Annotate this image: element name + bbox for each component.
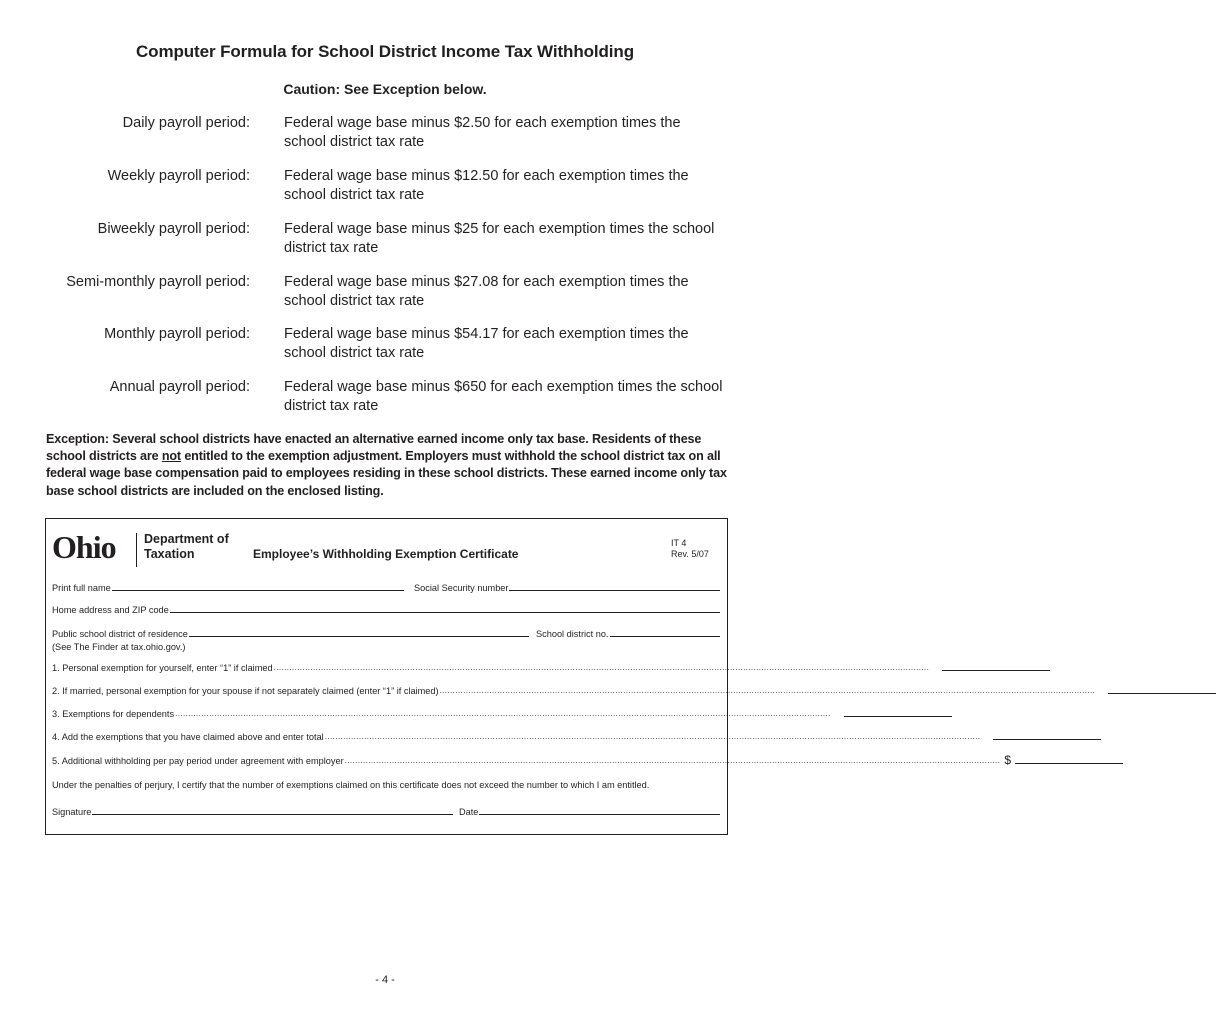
period-label: Semi-monthly payroll period: (66, 274, 250, 290)
finder-note: (See The Finder at tax.ohio.gov.) (52, 642, 186, 652)
item-label: 4. Add the exemptions that you have claimed above and enter total (52, 732, 324, 742)
leader-dots: .......................................................................................................................................................................................................................................................... (439, 686, 1096, 695)
school-district-no-label: School district no. (536, 629, 609, 639)
exemption-item-4 (52, 732, 981, 742)
signature-label: Signature (52, 807, 92, 817)
item-answer-line[interactable] (942, 670, 1050, 671)
it4-form (45, 518, 1096, 835)
caution-note: Caution: See Exception below. (283, 81, 487, 97)
period-formula: Federal wage base minus $27.08 for each exemption times the school district tax rate (284, 274, 689, 309)
ssn-field[interactable] (414, 583, 720, 593)
form-revision: Rev. 5/07 (671, 549, 709, 559)
department-line-1: Department of (144, 532, 229, 546)
school-district-no-field[interactable] (536, 629, 720, 639)
period-formula: Federal wage base minus $2.50 for each exemption times the school district tax rate (284, 115, 681, 150)
exception-text-end: entitled to the exemption adjustment. Employers must withhold the school district tax on all federal wage base compensation paid to employees residing in these school districts. These earned income only tax base school districts are included on the enclosed listing. (46, 449, 727, 498)
form-title: Employee’s Withholding Exemption Certificate (253, 547, 519, 561)
period-label: Weekly payroll period: (107, 168, 250, 184)
ssn-label: Social Security number (414, 583, 509, 593)
form-identifier (671, 538, 715, 560)
home-address-field[interactable] (52, 605, 720, 615)
page-title: Computer Formula for School District Income Tax Withholding (136, 42, 634, 61)
school-district-no-line[interactable] (610, 636, 720, 637)
item-label: 5. Additional withholding per pay period under agreement with employer (52, 756, 344, 766)
item-label: 1. Personal exemption for yourself, enter “1” if claimed (52, 663, 273, 673)
period-formula: Federal wage base minus $12.50 for each exemption times the school district tax rate (284, 168, 689, 203)
full-name-line[interactable] (112, 590, 404, 591)
exemption-item-3 (52, 709, 831, 719)
item-label: 2. If married, personal exemption for your spouse if not separately claimed (enter “1” if claimed) (52, 686, 439, 696)
period-label: Biweekly payroll period: (97, 221, 250, 237)
period-label: Daily payroll period: (122, 115, 250, 131)
ssn-line[interactable] (509, 590, 720, 591)
signature-line[interactable] (92, 814, 453, 815)
leader-dots: .......................................................................................................................................................................................................................................................... (175, 709, 831, 718)
dollar-sign: $ (1004, 753, 1011, 767)
date-line[interactable] (479, 814, 720, 815)
perjury-statement: Under the penalties of perjury, I certify that the number of exemptions claimed on this certificate does not exceed the number to which I am entitled. (52, 780, 650, 790)
item-answer-line[interactable] (993, 739, 1101, 740)
period-formula: Federal wage base minus $650 for each exemption times the school district tax rate (284, 379, 723, 414)
item-answer-line[interactable] (1108, 693, 1216, 694)
ohio-wordmark: Ohio (52, 529, 116, 565)
item-label: 3. Exemptions for dependents (52, 709, 175, 719)
full-name-label: Print full name (52, 583, 111, 593)
full-name-field[interactable] (52, 583, 407, 593)
period-label: Annual payroll period: (109, 379, 250, 395)
department-name (144, 532, 229, 562)
exception-paragraph (46, 431, 736, 500)
exception-emphasis: not (161, 449, 181, 464)
date-field[interactable] (459, 807, 720, 817)
exemption-item-2 (52, 686, 1096, 696)
date-label: Date (459, 807, 479, 817)
exemption-item-1 (52, 663, 930, 673)
school-district-label: Public school district of residence (52, 629, 188, 639)
leader-dots: .......................................................................................................................................................................................................................................................... (273, 663, 930, 672)
exemption-item-5 (52, 753, 1011, 767)
exception-text-start: Exception: Several school districts have enacted an alternative earned income only tax base. Residents of these school districts are (46, 432, 702, 464)
department-line-2: Taxation (144, 547, 195, 561)
form-number: IT 4 (671, 538, 687, 548)
home-address-line[interactable] (170, 612, 720, 613)
signature-field[interactable] (52, 807, 456, 817)
leader-dots: .......................................................................................................................................................................................................................................................... (344, 756, 1001, 765)
school-district-line[interactable] (189, 636, 529, 637)
logo-divider (136, 533, 137, 567)
period-formula: Federal wage base minus $25 for each exemption times the school district tax rate (284, 221, 715, 256)
leader-dots: .......................................................................................................................................................................................................................................................... (324, 732, 981, 741)
period-label: Monthly payroll period: (104, 326, 250, 342)
home-address-label: Home address and ZIP code (52, 605, 169, 615)
item-answer-line[interactable] (1015, 763, 1123, 764)
school-district-field[interactable] (52, 629, 532, 639)
item-answer-line[interactable] (844, 716, 952, 717)
page-number: - 4 - (375, 974, 395, 986)
period-formula: Federal wage base minus $54.17 for each exemption times the school district tax rate (284, 326, 689, 361)
